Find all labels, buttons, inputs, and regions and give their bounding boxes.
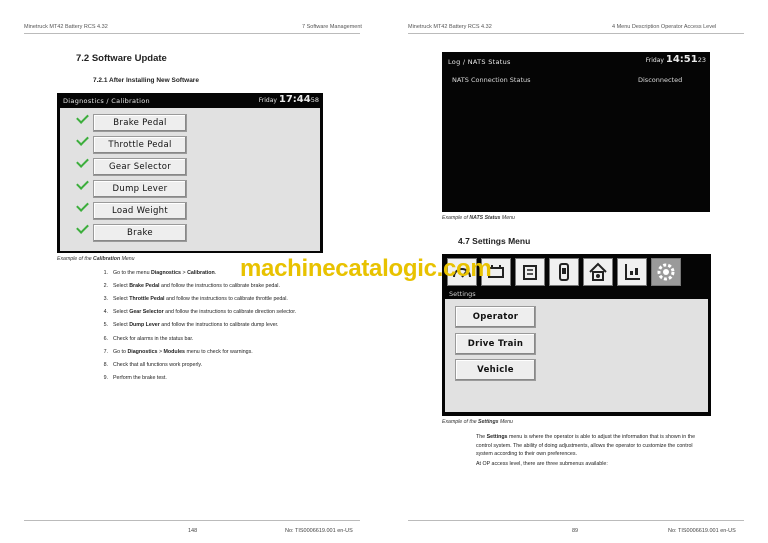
left-header-rule [24,33,360,34]
right-page-number: 89 [572,528,579,534]
step-text: Select Throttle Pedal and follow the instructions to calibrate throttle pedal. [113,296,288,303]
status-bar [442,52,710,66]
step-number: 2. [103,283,108,290]
check-icon [76,221,89,234]
calibration-caption: Example of the Calibration Menu [57,256,135,262]
settings-panel [445,299,708,412]
left-page-number: 148 [188,528,198,534]
step-number: 7. [103,348,108,355]
check-icon [76,111,89,124]
phone-icon[interactable] [549,258,579,286]
right-header-doc: Minetruck MT42 Battery RCS 4.32 [408,24,492,30]
brake-button[interactable]: Brake [93,224,187,242]
screen-title: Diagnostics / Calibration [63,97,150,105]
settings-caption: Example of the Settings Menu [442,419,513,425]
battery-icon[interactable] [515,258,545,286]
step-number: 1. [103,270,108,276]
right-header-section: 4 Menu Description Operator Access Level [612,24,717,30]
step-text: Perform the brake test. [113,374,167,381]
screen-title: Settings [449,290,476,298]
step-text: Check that all functions work properly. [113,361,203,368]
clock-time: 17:44 [278,94,311,105]
step-number: 4. [103,309,108,316]
load-weight-button[interactable]: Load Weight [93,202,187,220]
drive-train-button[interactable]: Drive Train [455,333,536,355]
clock-day: Friday [258,97,277,104]
operator-button[interactable]: Operator [455,306,536,328]
nats-connection-label: NATS Connection Status [452,76,531,84]
clock-seconds: 58 [310,96,319,104]
clock-day: Friday [645,57,664,64]
watermark: machinecatalogic.com [240,255,492,282]
step-number: 9. [103,374,108,381]
right-header-rule [408,33,744,34]
nats-connection-value: Disconnected [638,76,683,84]
brake-pedal-button[interactable]: Brake Pedal [93,114,187,132]
axis-chart-icon[interactable] [617,258,647,286]
step-text: Go to the menu Diagnostics > Calibration. [113,270,217,276]
clock [646,54,706,65]
settings-description: The Settings menu is where the operator is able to adjust the information that is shown in the control system. The ability of doing adjustments, allows the operator to customize the control system according to their own preferences. [476,434,696,457]
settings-heading: 4.7 Settings Menu [458,236,531,246]
right-footer-rule [408,520,744,521]
dump-lever-button[interactable]: Dump Lever [93,180,187,198]
gear-selector-button[interactable]: Gear Selector [93,158,187,176]
step-number: 3. [103,296,108,303]
clock [259,94,319,105]
check-icon [76,199,89,212]
step-number: 5. [103,322,108,329]
step-text: Select Brake Pedal and follow the instructions to calibrate brake pedal. [113,283,280,290]
step-number: 8. [103,361,108,368]
step-number: 6. [103,335,108,342]
left-doc-number: No: TIS0006619.001 en-US [285,528,353,534]
step-text: Select Gear Selector and follow the instructions to calibrate direction selector. [113,309,297,316]
status-bar [57,93,323,107]
check-icon [76,155,89,168]
home-settings-icon[interactable] [583,258,613,286]
step-text: Go to Diagnostics > Modules menu to check for warnings. [113,348,253,355]
clock-seconds: 23 [697,56,706,64]
step-text: Check for alarms in the status bar. [113,335,194,342]
step-text: Select Dump Lever and follow the instructions to calibrate dump lever. [113,322,279,329]
section-heading: 7.2 Software Update [76,53,167,64]
right-doc-number: No: TIS0006619.001 en-US [668,528,736,534]
clock-time: 14:51 [665,54,698,65]
screen-title: Log / NATS Status [448,58,511,66]
left-header-doc: Minetruck MT42 Battery RCS 4.32 [24,24,108,30]
calibration-screen [57,93,323,253]
vehicle-button[interactable]: Vehicle [455,359,536,381]
nats-status-screen [442,52,710,212]
left-header-section: 7 Software Management [302,24,362,30]
left-footer-rule [24,520,360,521]
gear-icon[interactable] [651,258,681,286]
nats-caption: Example of NATS Status Menu [442,215,515,221]
submenus-intro: At OP access level, there are three submenus available: [476,461,608,467]
calibration-panel [60,108,320,251]
check-icon [76,177,89,190]
check-icon [76,133,89,146]
throttle-pedal-button[interactable]: Throttle Pedal [93,136,187,154]
subsection-heading: 7.2.1 After Installing New Software [93,77,199,84]
